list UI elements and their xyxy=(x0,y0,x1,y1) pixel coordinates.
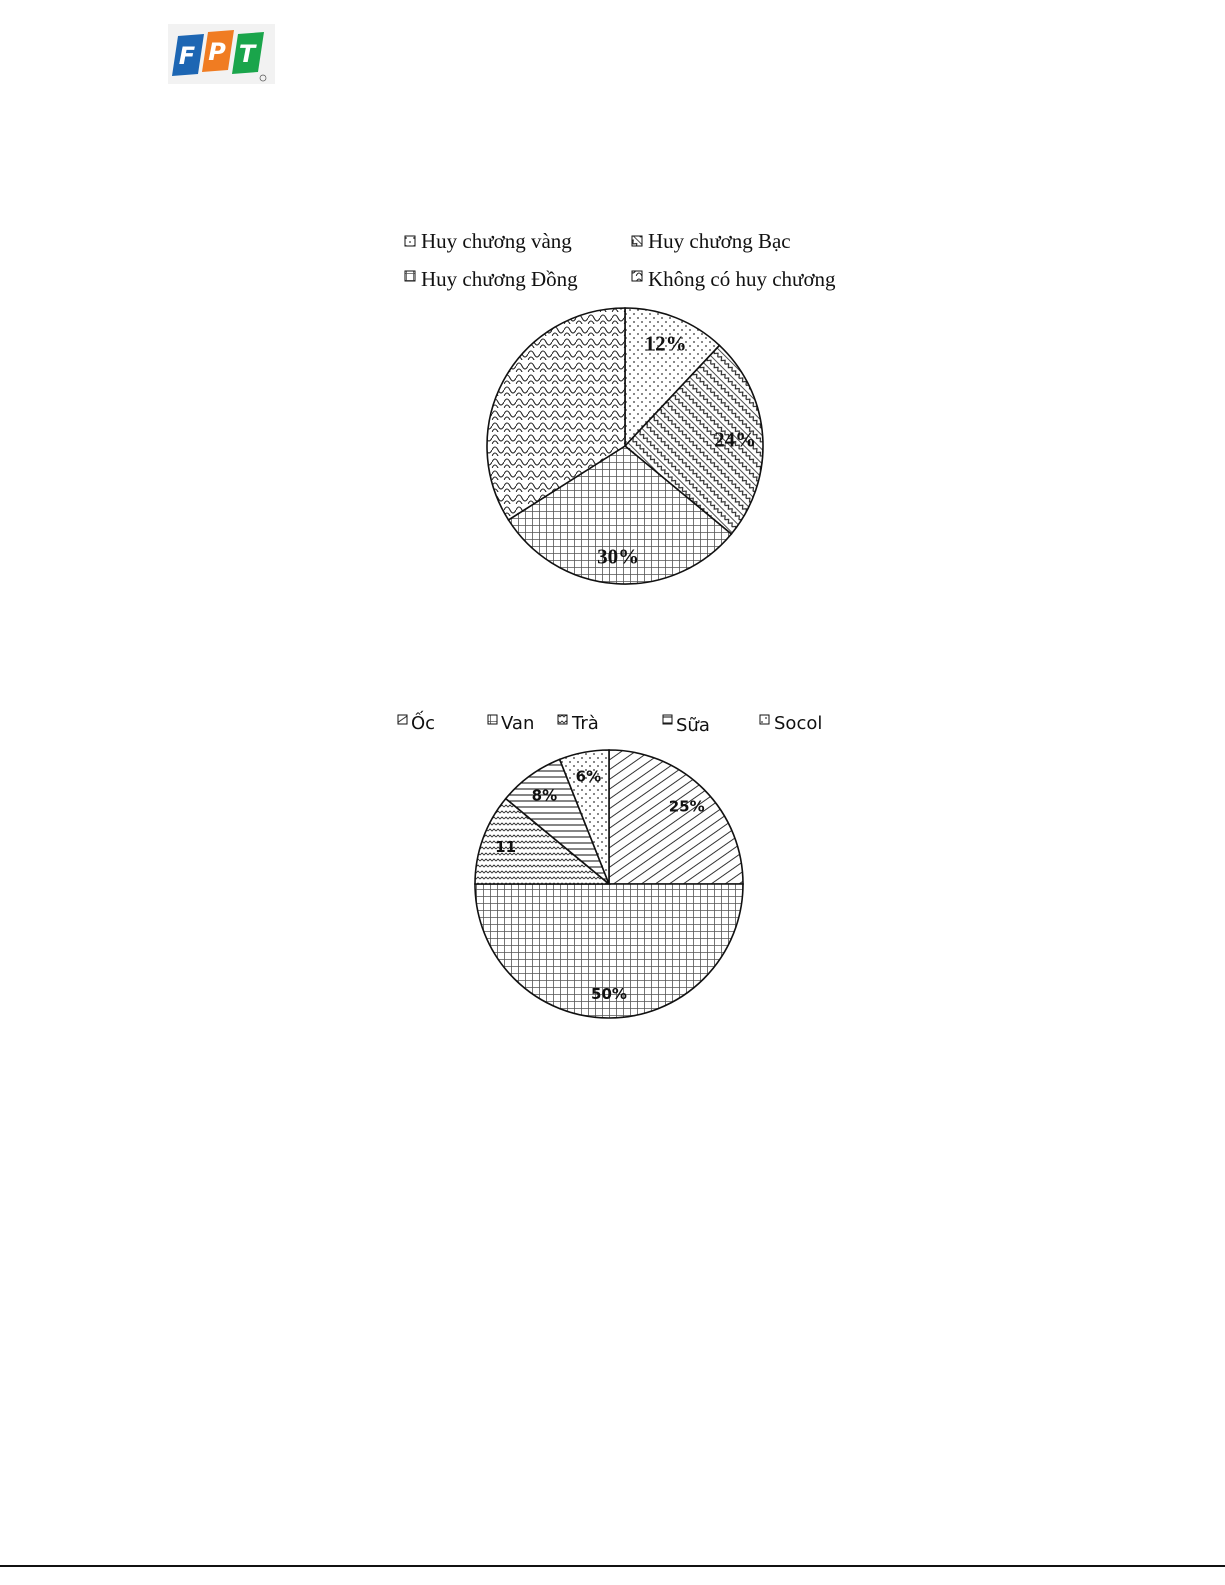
logo-letter-t: T xyxy=(238,40,256,68)
legend-label: Socol xyxy=(774,713,823,734)
medal-pie-chart xyxy=(380,215,880,595)
legend-label: Không có huy chương xyxy=(648,267,836,291)
logo-letter-f: F xyxy=(178,42,196,70)
legend-label: Trà xyxy=(572,713,599,734)
legend-swatch xyxy=(398,715,407,724)
slice-label: 6% xyxy=(575,767,602,786)
legend-label: Huy chương Đồng xyxy=(421,267,578,291)
slice-label: 50% xyxy=(591,985,627,1004)
legend-swatch xyxy=(632,271,642,281)
legend-label: Sữa xyxy=(676,715,710,736)
legend-item xyxy=(632,267,836,291)
legend-label: Huy chương vàng xyxy=(421,229,572,253)
legend xyxy=(398,710,822,736)
page-footer-rule xyxy=(0,1565,1225,1567)
slice-label: 11 xyxy=(495,838,517,857)
legend-item xyxy=(760,713,822,734)
legend-swatch xyxy=(663,715,672,724)
legend-item xyxy=(632,229,791,253)
slice-label: 8% xyxy=(531,786,558,805)
legend-item xyxy=(663,715,710,736)
legend-item xyxy=(405,267,578,291)
legend-label: Huy chương Bạc xyxy=(648,229,791,253)
slice-label: 24% xyxy=(714,427,757,452)
legend-item xyxy=(558,713,599,734)
flavor-pie-chart xyxy=(380,700,860,1030)
legend-item xyxy=(488,713,534,734)
legend-swatch xyxy=(405,236,415,246)
pie-slices xyxy=(475,750,743,1018)
legend-swatch xyxy=(558,715,567,724)
fpt-logo xyxy=(168,24,275,84)
legend-swatch xyxy=(405,271,415,281)
logo-letter-p: P xyxy=(208,38,226,66)
legend-label: Van xyxy=(501,713,535,734)
legend-swatch xyxy=(488,715,497,724)
slice-label: 25% xyxy=(668,797,705,816)
legend-label: Ốc xyxy=(411,713,436,734)
legend-item xyxy=(398,710,435,734)
slice-label: 30% xyxy=(597,544,640,569)
legend-swatch xyxy=(632,236,642,246)
pie-slice xyxy=(609,750,743,884)
legend-swatch xyxy=(760,715,769,724)
slice-label: 12% xyxy=(644,331,687,356)
legend-item xyxy=(405,229,572,253)
legend xyxy=(405,229,836,291)
